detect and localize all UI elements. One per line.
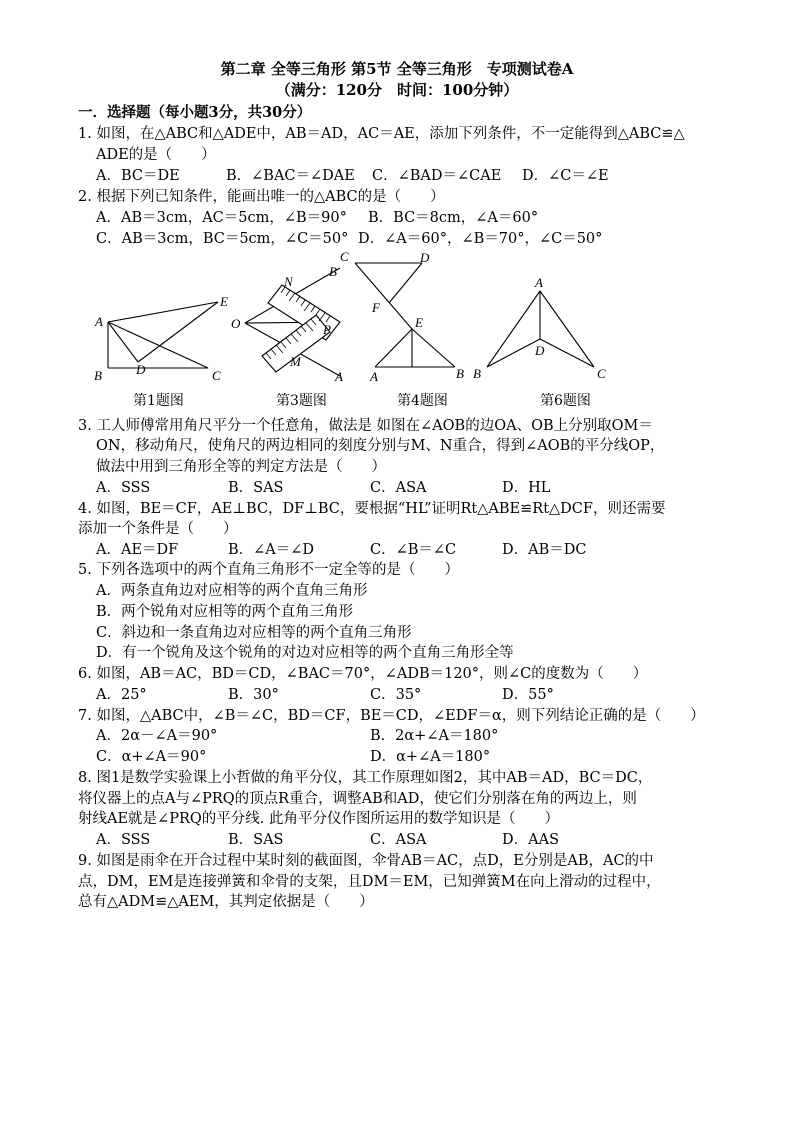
fig1-label-a: A — [95, 314, 103, 329]
q3-stem-line3: 做法中用到三角形全等的判定方法是（ ） — [96, 459, 386, 475]
q3-stem-line1: 3. 工人师傅常用角尺平分一个任意角，做法是 如图在∠AOB的边OA、OB上分别取OM＝ — [78, 418, 653, 434]
q3-stem-line2: ON，移动角尺，使角尺的两边相同的刻度分别与M、N重合，得到∠AOB的平分线OP， — [96, 438, 665, 454]
fig4-label-b: B — [456, 366, 464, 381]
q7-option-a[interactable]: A．2α－∠A＝90° — [96, 728, 218, 744]
q4-option-d[interactable]: D．AB＝DC — [502, 542, 587, 558]
fig4-label-d: D — [420, 250, 430, 265]
q5-option-a[interactable]: A．两条直角边对应相等的两个直角三角形 — [96, 583, 368, 599]
q4-options — [96, 538, 586, 559]
fig6-label-c: C — [597, 366, 606, 381]
q9-stem-line1: 9. 如图是雨伞在开合过程中某时刻的截面图，伞骨AB＝AC，点D，E分别是AB，AC的中 — [78, 853, 654, 869]
q4-option-b[interactable]: B．∠A＝∠D — [228, 542, 315, 558]
fig1-label-e: E — [220, 294, 228, 309]
fig3-label-m: M — [290, 354, 301, 369]
caption-figure-1: 第1题图 — [133, 393, 184, 409]
q3-option-c[interactable]: C．ASA — [370, 480, 427, 496]
q5-option-c[interactable]: C．斜边和一条直角边对应相等的两个直角三角形 — [96, 625, 412, 641]
q2-options-row1 — [96, 206, 538, 227]
q8-option-d[interactable]: D．AAS — [502, 832, 560, 848]
q1-options — [96, 164, 609, 185]
fig3-label-o: O — [231, 316, 241, 331]
q6-option-c[interactable]: C．35° — [370, 687, 422, 703]
q7-options-row1 — [96, 724, 498, 745]
q4-stem-line1: 4. 如图，BE＝CF，AE⊥BC，DF⊥BC，要根据“HL”证明Rt△ABE≌Rt△DCF，则还需要 — [78, 501, 666, 517]
fig3-label-a: A — [335, 369, 343, 384]
q7-option-c[interactable]: C．α+∠A＝90° — [96, 749, 207, 765]
figure-1 — [108, 302, 218, 368]
q4-option-c[interactable]: C．∠B＝∠C — [370, 542, 457, 558]
fig1-label-c: C — [212, 368, 221, 383]
q5-option-b[interactable]: B．两个锐角对应相等的两个直角三角形 — [96, 604, 354, 620]
q2-option-b[interactable]: B．BC＝8cm，∠A＝60° — [368, 210, 539, 226]
q2-stem-line1: 2. 根据下列已知条件，能画出唯一的△ABC的是（ ） — [78, 189, 445, 205]
fig6-label-b: B — [473, 366, 481, 381]
q5-stem-line1: 5. 下列各选项中的两个直角三角形不一定全等的是（ ） — [78, 562, 459, 578]
q5-option-d[interactable]: D．有一个锐角及这个锐角的对边对应相等的两个直角三角形全等 — [96, 645, 514, 661]
q7-options-row2 — [96, 745, 490, 766]
fig3-label-b: B — [329, 264, 337, 279]
q6-option-b[interactable]: B．30° — [228, 687, 279, 703]
q8-option-b[interactable]: B．SAS — [228, 832, 284, 848]
q1-option-c[interactable]: C．∠BAD＝∠CAE — [372, 168, 502, 184]
fig4-label-e: E — [415, 315, 423, 330]
q6-option-a[interactable]: A．25° — [96, 687, 147, 703]
q3-options — [96, 476, 550, 497]
q1-stem-line1: 1. 如图，在△ABC和△ADE中，AB＝AD，AC＝AE，添加下列条件，不一定能得到△ABC≌△ — [78, 126, 685, 142]
caption-figure-3: 第3题图 — [276, 393, 327, 409]
fig4-label-c: C — [340, 249, 349, 264]
q2-option-c[interactable]: C．AB＝3cm，BC＝5cm，∠C＝50° — [96, 231, 349, 247]
q8-stem-line3: 射线AE就是∠PRQ的平分线. 此角平分仪作图所运用的数学知识是（ ） — [78, 811, 559, 827]
figure-4 — [355, 263, 455, 367]
q2-option-d[interactable]: D．∠A＝60°，∠B＝70°，∠C＝50° — [358, 231, 603, 247]
fig3-label-n: N — [284, 274, 293, 289]
q1-option-a[interactable]: A．BC＝DE — [96, 168, 180, 184]
q4-option-a[interactable]: A．AE＝DF — [96, 542, 179, 558]
fig1-label-d: D — [136, 362, 146, 377]
q2-option-a[interactable]: A．AB＝3cm，AC＝5cm，∠B＝90° — [96, 210, 347, 226]
fig6-label-d: D — [535, 343, 545, 358]
q8-options — [96, 828, 559, 849]
q8-stem-line2: 将仪器上的点A与∠PRQ的顶点R重合，调整AB和AD，使它们分别落在角的两边上，则 — [78, 791, 637, 807]
fig3-label-p: P — [323, 322, 331, 337]
q6-option-d[interactable]: D．55° — [502, 687, 554, 703]
caption-figure-6: 第6题图 — [540, 393, 591, 409]
q1-option-d[interactable]: D．∠C＝∠E — [522, 168, 609, 184]
q1-stem-line2: ADE的是（ ） — [96, 147, 216, 163]
q9-stem-line3: 总有△ADM≌△AEM，其判定依据是（ ） — [78, 894, 374, 910]
caption-figure-4: 第4题图 — [397, 393, 448, 409]
figures-row — [0, 245, 794, 390]
q3-option-d[interactable]: D．HL — [502, 480, 551, 496]
q7-stem-line1: 7. 如图，△ABC中，∠B＝∠C，BD＝CF，BE＝CD，∠EDF＝α，则下列结论正确的是（ ） — [78, 708, 705, 724]
page-subtitle: （满分：120分 时间：100分钟） — [275, 81, 519, 99]
fig6-label-a: A — [535, 275, 543, 290]
fig1-label-b: B — [94, 368, 102, 383]
q3-option-a[interactable]: A．SSS — [96, 480, 151, 496]
q8-option-a[interactable]: A．SSS — [96, 832, 151, 848]
section-heading: 一．选择题（每小题3分，共30分） — [78, 104, 312, 121]
fig4-label-a: A — [370, 369, 378, 384]
q6-options — [96, 683, 554, 704]
page-title: 第二章 全等三角形 第5节 全等三角形 专项测试卷A — [220, 60, 574, 78]
q9-stem-line2: 点，DM，EM是连接弹簧和伞骨的支架，且DM＝EM，已知弹簧M在向上滑动的过程中， — [78, 874, 661, 890]
q4-stem-line2: 添加一个条件是（ ） — [78, 521, 238, 537]
q1-option-b[interactable]: B．∠BAC＝∠DAE — [226, 168, 355, 184]
q3-option-b[interactable]: B．SAS — [228, 480, 284, 496]
q7-option-d[interactable]: D．α+∠A＝180° — [370, 749, 491, 765]
q6-stem-line1: 6. 如图，AB＝AC，BD＝CD，∠BAC＝70°，∠ADB＝120°，则∠C的度数为（ ） — [78, 666, 648, 682]
q8-stem-line1: 8. 图1是数学实验课上小哲做的角平分仪，其工作原理如图2，其中AB＝AD，BC＝DC， — [78, 770, 653, 786]
q7-option-b[interactable]: B．2α+∠A＝180° — [370, 728, 499, 744]
fig4-label-f: F — [372, 300, 380, 315]
q8-option-c[interactable]: C．ASA — [370, 832, 427, 848]
